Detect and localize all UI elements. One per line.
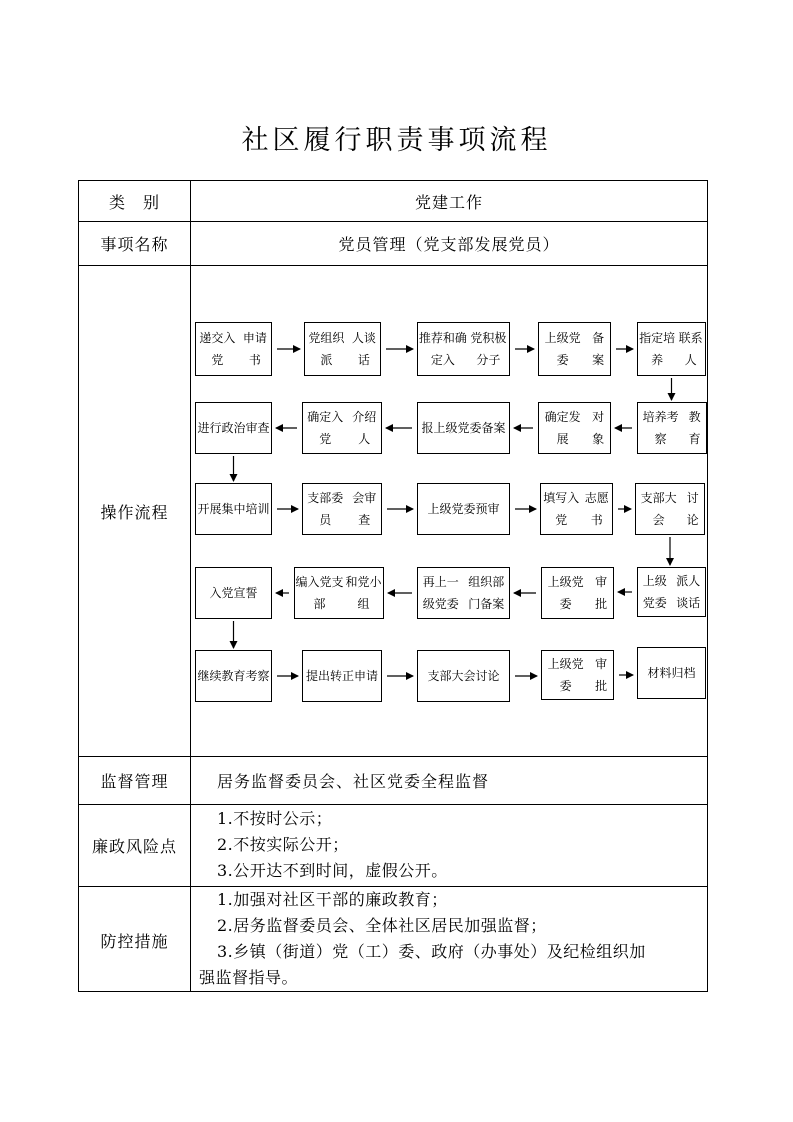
flow-step: [195, 483, 272, 535]
risk-item: 2.不按实际公开；: [217, 835, 349, 854]
flow-step-line2: 讨论: [686, 491, 699, 527]
flow-step-line2: 教育: [688, 410, 701, 446]
control-item: 2.居务监督委员会、全体社区居民加强监督；: [217, 916, 547, 935]
flow-step-line2: 审批: [595, 575, 608, 611]
flow-step-line1: 填写入党: [543, 491, 580, 527]
flow-step: [195, 322, 272, 376]
risk-item: 1.不按时公示；: [217, 809, 333, 828]
flow-step-line2: 备案: [592, 331, 605, 367]
flow-step: [302, 483, 382, 535]
category-label: 类 别: [108, 192, 160, 212]
flow-step: [541, 567, 614, 619]
flow-step-line1: 上级党委: [547, 575, 584, 611]
flow-step: [637, 567, 706, 617]
flow-step-line2: 和党小组: [345, 575, 382, 611]
flow-step: [417, 483, 510, 535]
flow-step-line2: 预审: [475, 502, 500, 516]
flow-step: [417, 567, 510, 619]
flow-step-line2: 申请: [354, 669, 379, 683]
flow-step-line2: 宣誓: [233, 586, 258, 600]
flow-step-line1: 提出转正: [305, 669, 354, 683]
flow-step: [635, 483, 705, 535]
flow-step-line2: 审查: [245, 421, 270, 435]
flow-step-line1: 报上级党委: [421, 421, 482, 435]
flow-step-line1: 上级党委: [547, 657, 584, 693]
flow-step-line2: 介绍人: [352, 410, 377, 446]
flow-step: [195, 402, 272, 454]
flow-step-line2: 联系人: [678, 331, 703, 367]
control-item: 1.加强对社区干部的廉政教育；: [217, 890, 448, 909]
control-item: 3.乡镇（街道）党（工）委、政府（办事处）及纪检组织加: [217, 942, 646, 961]
flow-step: [637, 322, 706, 376]
flow-step-line1: 入党: [209, 586, 234, 600]
flow-step-line1: 继续教育: [197, 669, 246, 683]
flow-step-line2: 讨论: [475, 669, 500, 683]
risk-points-label: 廉政风险点: [91, 837, 177, 856]
category-value: 党建工作: [414, 192, 483, 212]
item-name-value: 党员管理（党支部发展党员）: [338, 235, 560, 254]
flow-step: [304, 322, 381, 376]
flow-step: [637, 647, 706, 699]
flow-step-line2: 审批: [595, 657, 608, 693]
flow-step-line1: 上级党委: [544, 331, 581, 367]
flow-step-line1: 确定入党: [307, 410, 344, 446]
flow-step-line2: 备案: [481, 421, 506, 435]
flow-step-line2: 组织部门备案: [468, 575, 505, 611]
control-item-continued: 强监督指导。: [199, 968, 299, 987]
process-label: 操作流程: [100, 502, 169, 522]
flow-step-line2: 志愿书: [584, 491, 609, 527]
controls-label: 防控措施: [100, 931, 169, 951]
flow-step-line1: 上级党委: [427, 502, 476, 516]
flow-step: [195, 567, 272, 619]
supervision-value: 居务监督委员会、社区党委全程监督: [217, 772, 490, 791]
flow-step: [417, 322, 510, 376]
flow-step-line2: 归档: [671, 666, 696, 680]
flow-step-line1: 递交入党: [199, 331, 236, 367]
flow-step: [302, 402, 382, 454]
flow-step-line1: 指定培养: [639, 331, 676, 367]
flow-step-line2: 会审查: [352, 491, 377, 527]
flow-step-line2: 派人谈话: [676, 574, 701, 610]
flow-step-line1: 确定发展: [544, 410, 581, 446]
flow-step: [417, 650, 510, 702]
flow-step-line2: 培训: [245, 502, 270, 516]
flow-step: [538, 402, 611, 454]
flow-step-line1: 材料: [647, 666, 672, 680]
flow-step: [294, 567, 384, 619]
flow-step-line1: 进行政治: [197, 421, 246, 435]
flow-step: [302, 650, 382, 702]
supervision-label: 监督管理: [100, 772, 169, 791]
flow-step-line1: 党组织派: [308, 331, 345, 367]
flow-step-line2: 申请书: [242, 331, 267, 367]
flow-step-line2: 考察: [245, 669, 270, 683]
flow-step-line1: 支部大会: [640, 491, 677, 527]
flow-step: [637, 402, 707, 454]
flow-step-line2: 人谈话: [351, 331, 376, 367]
flow-step-line2: 党积极分子: [470, 331, 507, 367]
flow-step: [538, 322, 611, 376]
flow-step-line1: 推荐和确定入: [418, 331, 467, 367]
flow-step: [541, 650, 614, 700]
flow-step-line2: 对象: [592, 410, 605, 446]
flow-step-line1: 再上一级党委: [422, 575, 459, 611]
item-name-label: 事项名称: [100, 235, 169, 254]
page-title: 社区履行职责事项流程: [241, 125, 552, 156]
flow-step-line1: 支部大会: [427, 669, 476, 683]
flow-step-line1: 支部委员: [307, 491, 344, 527]
flow-step: [540, 483, 613, 535]
flow-step: [195, 650, 272, 702]
flow-step-line1: 上级党委: [642, 574, 667, 610]
risk-item: 3.公开达不到时间，虚假公开。: [217, 861, 448, 880]
flow-step-line1: 开展集中: [197, 502, 246, 516]
flow-step-line1: 培养考察: [642, 410, 679, 446]
flow-step: [417, 402, 510, 454]
flow-step-line1: 编入党支部: [295, 575, 344, 611]
